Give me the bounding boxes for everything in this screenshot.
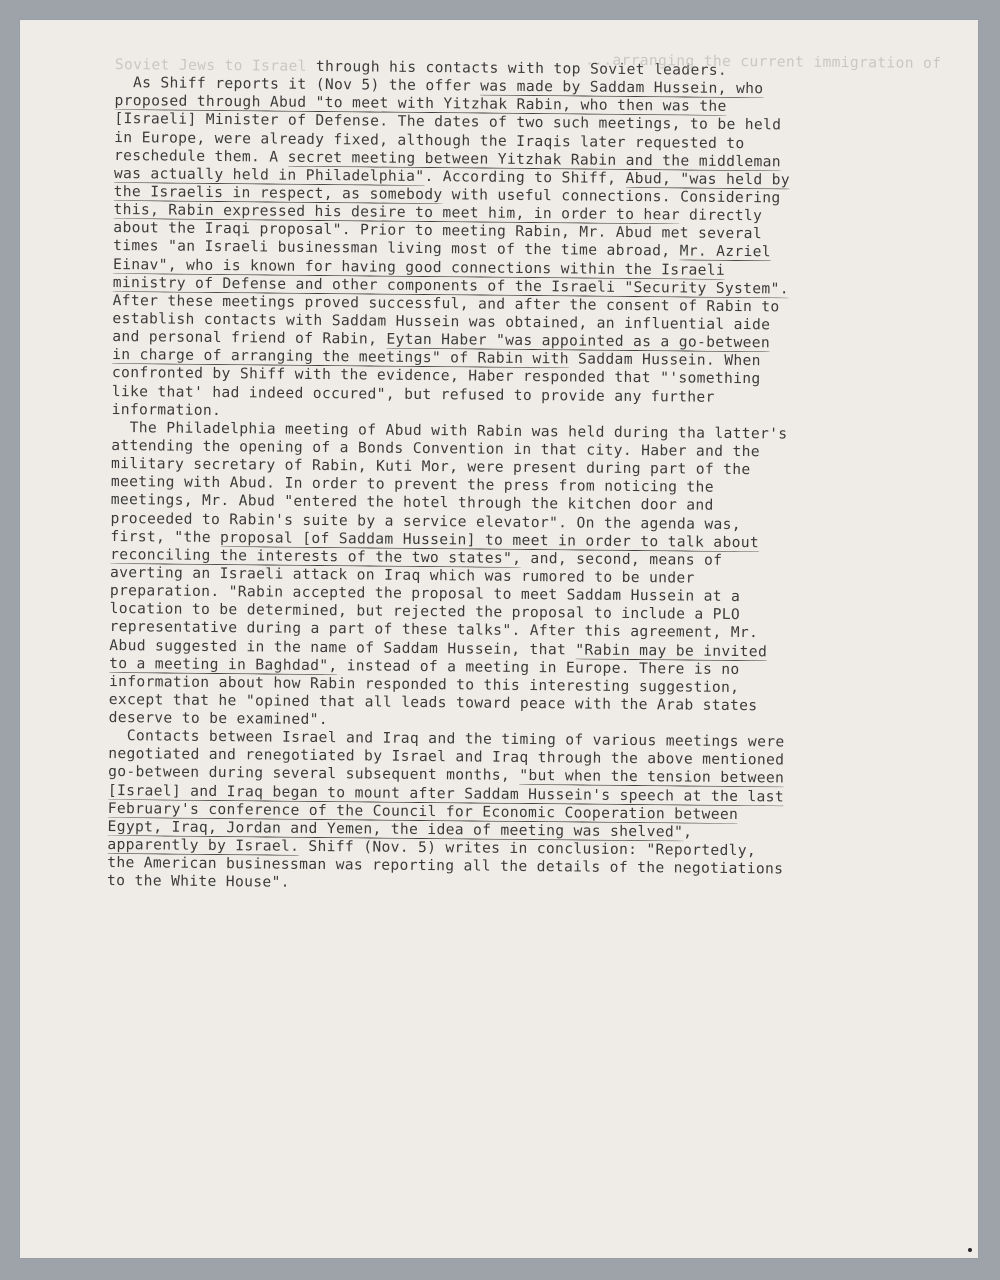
underlined-text: [Israel] and Iraq began to mount after Saddam Hussein's speech at the last: [107, 781, 785, 806]
underlined-text: the Israelis in respect, as somebody: [113, 182, 443, 204]
text-segment: to the White House".: [107, 872, 290, 892]
underlined-text: ministry of Defense and other components of the Israeli "Security System".: [112, 273, 789, 298]
underlined-text: secret meeting between Yitzhak Rabin and the middleman: [287, 148, 782, 171]
underlined-text: was actually held in Philadelphia": [113, 164, 425, 185]
text-segment: reschedule them. A: [113, 146, 288, 166]
text-segment: instead of a meeting in Europe. There is no: [337, 656, 740, 678]
underlined-text: Abud, "was held by: [625, 169, 791, 189]
text-segment: go-between during several subsequent months,: [108, 763, 520, 785]
underlined-text: "but when the tension between: [519, 767, 785, 787]
underlined-text: Mr. Azriel: [679, 242, 772, 261]
text-segment: first, "the: [110, 527, 221, 546]
document-body: [107, 51, 965, 899]
text-segment: negotiated and renegotiated by Israel and Iraq through the above mentioned: [108, 745, 785, 769]
text-segment: deserve to be examined".: [108, 709, 329, 729]
underlined-text: reconciling the interests of the two states",: [110, 545, 522, 567]
underlined-text: in charge of arranging the meetings" of Rabin with: [112, 346, 570, 368]
underlined-text: Einav", who is known for having good connections within the Israeli: [112, 255, 726, 279]
text-segment: Saddam Hussein. When: [568, 350, 761, 370]
text-segment: like that' had indeed occured", but refused to provide any further: [111, 382, 715, 406]
underlined-text: to a meeting in Baghdad",: [109, 654, 338, 674]
underlined-text: proposal [of Saddam Hussein] to meet in order to talk about: [219, 528, 760, 551]
text-segment: As Shiff reports it (Nov 5) the offer: [114, 74, 481, 95]
text-segment: except that he "opined that all leads toward peace with the Arab states: [108, 690, 758, 715]
text-segment: establish contacts with Saddam Hussein was obtained, an influential aide: [112, 309, 771, 334]
text-segment: meetings, Mr. Abud "entered the hotel through the kitchen door and: [110, 491, 714, 515]
ink-speck: [968, 1248, 972, 1252]
underlined-text: "Rabin may be invited: [575, 640, 768, 660]
text-segment: representative during a part of these talks". After this agreement, Mr.: [109, 618, 759, 642]
underlined-text: apparently by Israel.: [107, 836, 300, 855]
text-segment: in Europe, were already fixed, although the Iraqis later requested to: [114, 128, 745, 152]
text-segment: information about how Rabin responded to this interesting suggestion,: [108, 672, 740, 696]
text-segment: proceeded to Rabin's suite by a service elevator". On the agenda was,: [110, 509, 742, 533]
text-segment: through his contacts with top Soviet leaders.: [306, 57, 728, 79]
document-page: [20, 20, 978, 1258]
text-segment: The Philadelphia meeting of Abud with Rabin was held during tha latter's: [111, 418, 788, 443]
text-segment: ,: [683, 823, 693, 841]
underlined-text: Eytan Haber "was appointed as a go-between: [386, 330, 771, 352]
underlined-text: February's conference of the Council for Economic Cooperation between: [107, 799, 739, 823]
text-segment: confronted by Shiff with the evidence, Haber responded that "'something: [111, 364, 761, 388]
text-segment: with useful connections. Considering: [442, 186, 781, 207]
text-segment: about the Iraqi proposal". Prior to meeting Rabin, Mr. Abud met several: [113, 219, 763, 243]
text-segment: information.: [111, 400, 222, 419]
text-segment: military secretary of Rabin, Kuti Mor, were present during part of the: [111, 455, 751, 479]
text-segment: averting an Israeli attack on Iraq which was rumored to be under: [109, 563, 695, 587]
text-segment: After these meetings proved successful, and after the consent of Rabin to: [112, 291, 780, 316]
text-segment: [Israeli] Minister of Defense. The dates of two such meetings, to be held: [114, 110, 782, 134]
text-segment: location to be determined, but rejected the proposal to include a PLO: [109, 600, 741, 624]
faded-text: ...arranging the current immigration of: [584, 51, 942, 72]
underlined-text: proposed through Abud "to meet with Yitzhak Rabin, who then was the: [114, 92, 727, 116]
text-segment: preparation. "Rabin accepted the proposal to meet Saddam Hussein at a: [109, 582, 741, 606]
text-segment: and personal friend of Rabin,: [112, 328, 387, 348]
faded-text: Soviet Jews to Israel: [114, 56, 307, 75]
text-segment: meeting with Abud. In order to prevent the press from noticing the: [110, 473, 714, 497]
underlined-text: Egypt, Iraq, Jordan and Yemen, the idea of meeting was shelved": [107, 817, 684, 841]
underlined-text: was made by Saddam Hussein, who: [480, 77, 764, 98]
text-segment: directly: [679, 206, 763, 225]
text-segment: Abud suggested in the name of Saddam Hussein, that: [109, 636, 576, 658]
text-segment: and, second, means of: [521, 549, 723, 569]
text-segment: . According to Shiff,: [424, 167, 626, 187]
underlined-text: this, Rabin expressed his desire to meet him, in order to hear: [113, 201, 681, 224]
text-segment: times "an Israeli businessman living most of the time abroad,: [113, 237, 680, 260]
text-segment: attending the opening of a Bonds Convention in that city. Haber and the: [111, 436, 760, 461]
text-segment: Shiff (Nov. 5) writes in conclusion: "Reportedly,: [299, 837, 757, 860]
text-segment: Contacts between Israel and Iraq and the timing of various meetings were: [108, 727, 785, 751]
text-segment: the American businessman was reporting all the details of the negotiations: [107, 854, 784, 878]
